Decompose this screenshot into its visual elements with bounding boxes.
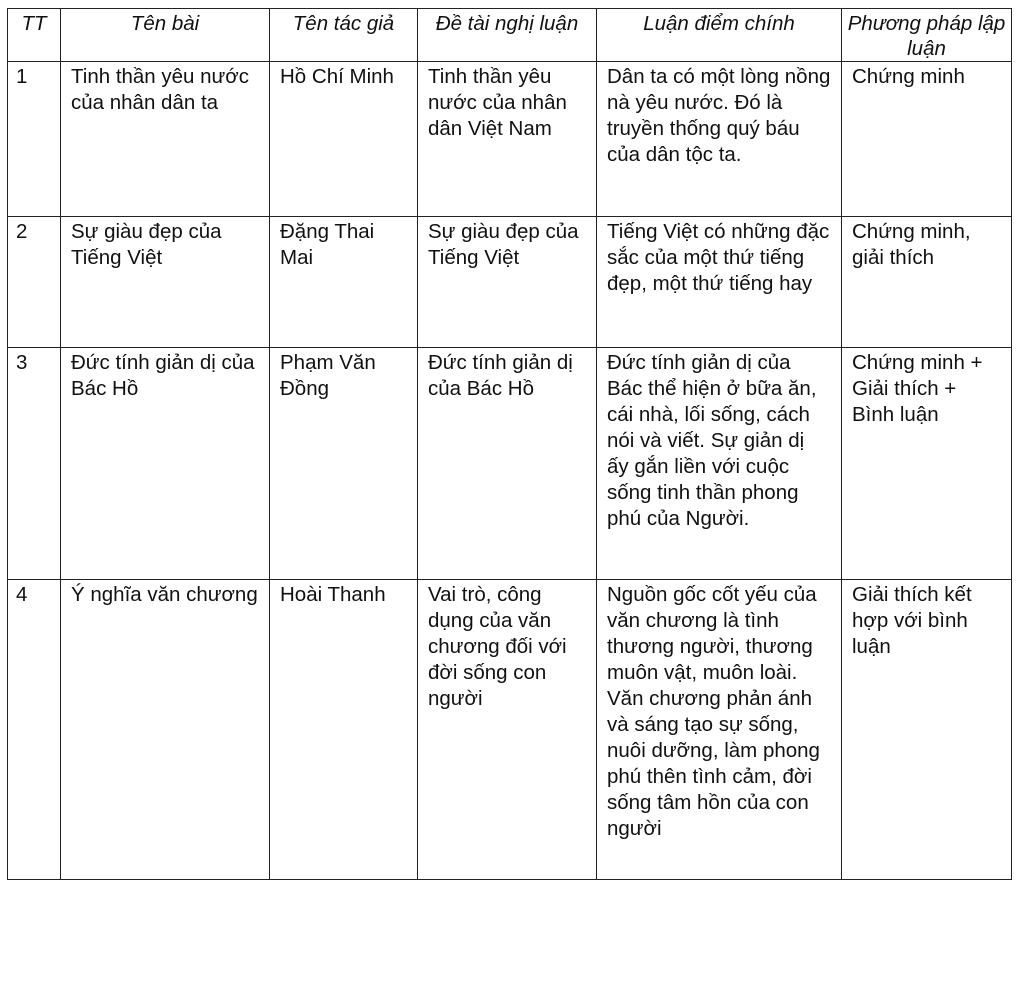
header-title: Tên bài <box>61 9 270 62</box>
cell-author: Đặng Thai Mai <box>270 217 418 348</box>
cell-topic: Vai trò, công dụng của văn chương đối với đời sống con người <box>418 580 597 880</box>
header-main-point: Luận điểm chính <box>597 9 842 62</box>
cell-main-point: Nguồn gốc cốt yếu của văn chương là tình thương người, thương muôn vật, muôn loài. Văn chương phản ánh và sáng tạo sự sống, nuôi dưỡng, làm phong phú thên tình cảm, đời sống tâm hồn của con người <box>597 580 842 880</box>
cell-topic: Đức tính giản dị của Bác Hồ <box>418 348 597 580</box>
header-row <box>8 9 1012 62</box>
cell-title: Tinh thần yêu nước của nhân dân ta <box>61 62 270 217</box>
table-row <box>8 348 1012 580</box>
table-row <box>8 217 1012 348</box>
header-method: Phương pháp lập luận <box>842 9 1012 62</box>
cell-method: Giải thích kết hợp với bình luận <box>842 580 1012 880</box>
cell-method: Chứng minh + Giải thích + Bình luận <box>842 348 1012 580</box>
cell-main-point: Dân ta có một lòng nồng nà yêu nước. Đó là truyền thống quý báu của dân tộc ta. <box>597 62 842 217</box>
cell-tt: 4 <box>8 580 61 880</box>
literature-summary-table <box>7 8 1012 880</box>
cell-method: Chứng minh, giải thích <box>842 217 1012 348</box>
cell-title: Đức tính giản dị của Bác Hồ <box>61 348 270 580</box>
cell-tt: 1 <box>8 62 61 217</box>
cell-main-point: Tiếng Việt có những đặc sắc của một thứ tiếng đẹp, một thứ tiếng hay <box>597 217 842 348</box>
cell-title: Ý nghĩa văn chương <box>61 580 270 880</box>
cell-author: Phạm Văn Đồng <box>270 348 418 580</box>
table-row <box>8 580 1012 880</box>
cell-main-point: Đức tính giản dị của Bác thể hiện ở bữa ăn, cái nhà, lối sống, cách nói và viết. Sự giản dị ấy gắn liền với cuộc sống tinh thần phong phú của Người. <box>597 348 842 580</box>
table-row <box>8 62 1012 217</box>
cell-method: Chứng minh <box>842 62 1012 217</box>
cell-author: Hồ Chí Minh <box>270 62 418 217</box>
cell-topic: Tinh thần yêu nước của nhân dân Việt Nam <box>418 62 597 217</box>
header-tt: TT <box>8 9 61 62</box>
cell-author: Hoài Thanh <box>270 580 418 880</box>
cell-topic: Sự giàu đẹp của Tiếng Việt <box>418 217 597 348</box>
header-topic: Đề tài nghị luận <box>418 9 597 62</box>
cell-title: Sự giàu đẹp của Tiếng Việt <box>61 217 270 348</box>
cell-tt: 2 <box>8 217 61 348</box>
header-author: Tên tác giả <box>270 9 418 62</box>
cell-tt: 3 <box>8 348 61 580</box>
